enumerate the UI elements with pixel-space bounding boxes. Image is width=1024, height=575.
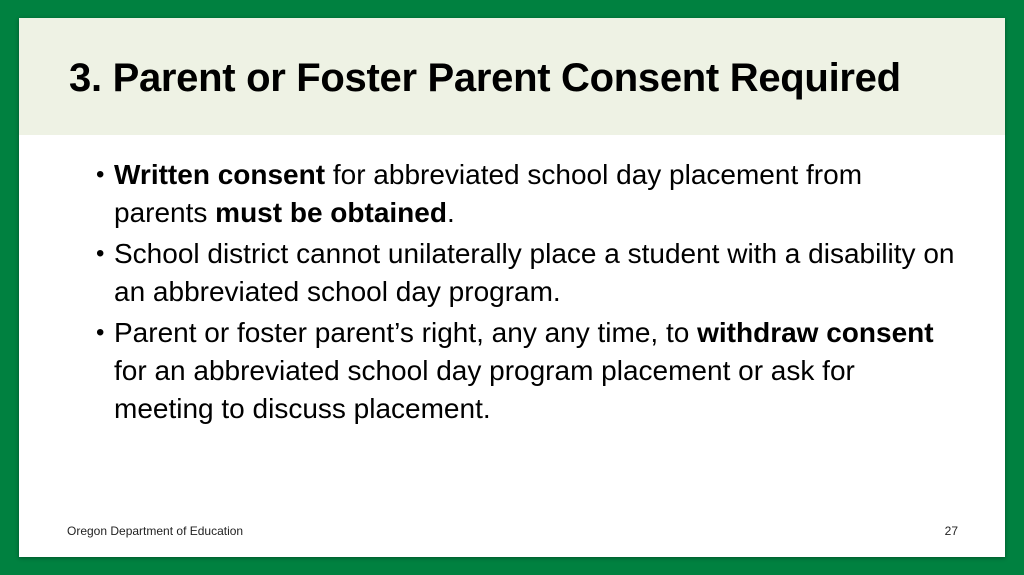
- page-number: 27: [944, 524, 958, 538]
- bullet-dot: •: [96, 161, 105, 188]
- bullet-text-bold: must be obtained: [215, 197, 447, 228]
- bullet-text: Parent or foster parent’s right, any any time, to: [114, 317, 698, 348]
- footer-organization: Oregon Department of Education: [67, 524, 244, 538]
- slide-title: 3. Parent or Foster Parent Consent Required: [69, 56, 901, 100]
- bullet-item: [96, 235, 956, 311]
- bullet-item: [96, 156, 956, 232]
- slide: [19, 18, 1005, 557]
- bullet-dot: •: [96, 240, 105, 267]
- bullet-text-bold: withdraw consent: [697, 317, 934, 348]
- bullet-item: [96, 314, 956, 428]
- bullet-text: .: [446, 197, 455, 228]
- bullet-text: School district cannot unilaterally place a student with a disability on an abbreviated school day program.: [114, 238, 955, 307]
- bullet-list: [96, 156, 956, 431]
- bullet-text: for an abbreviated school day program placement or ask for meeting to discuss placement.: [114, 355, 855, 424]
- title-band: [19, 18, 1005, 135]
- bullet-dot: •: [96, 319, 105, 346]
- bullet-text-bold: Written consent: [114, 159, 326, 190]
- bullet-text: for abbreviated school day placement from parents: [114, 159, 863, 228]
